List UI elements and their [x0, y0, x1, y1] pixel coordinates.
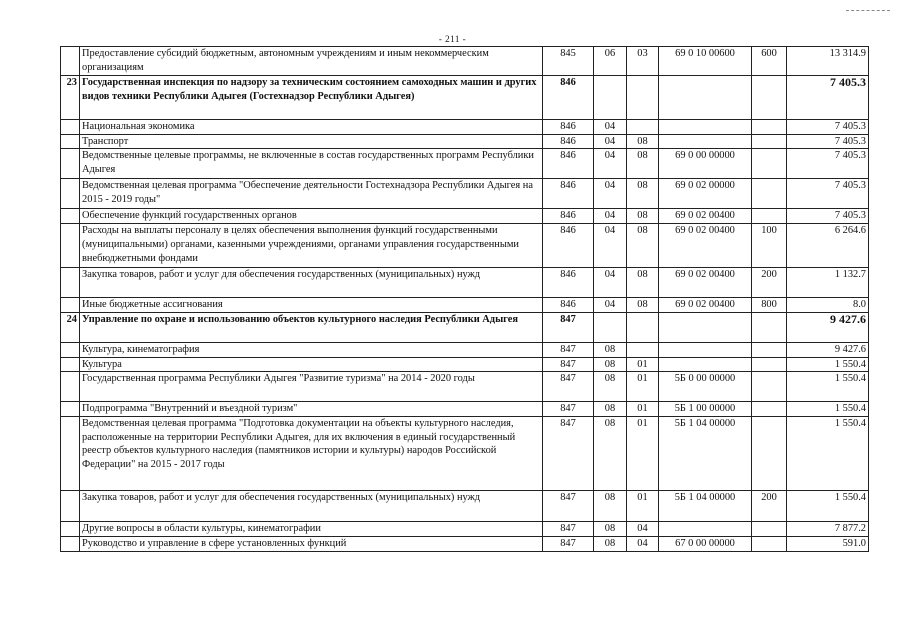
row-number — [61, 342, 80, 357]
table-row — [61, 76, 869, 120]
expense-type-code: 600 — [752, 47, 787, 76]
target-article-code: 69 0 00 00000 — [659, 149, 752, 179]
amount: 9 427.6 — [787, 312, 869, 342]
section-code: 08 — [594, 490, 627, 521]
section-code: 04 — [594, 134, 627, 149]
amount: 7 405.3 — [787, 134, 869, 149]
subsection-code: 08 — [627, 224, 659, 268]
target-article-code: 67 0 00 00000 — [659, 536, 752, 551]
expense-name: Культура, кинематография — [80, 342, 543, 357]
expense-name: Национальная экономика — [80, 120, 543, 135]
row-number — [61, 209, 80, 224]
subsection-code: 01 — [627, 402, 659, 417]
target-article-code: 69 0 02 00000 — [659, 179, 752, 209]
department-code: 847 — [543, 312, 594, 342]
amount: 1 132.7 — [787, 268, 869, 298]
subsection-code: 08 — [627, 149, 659, 179]
amount: 7 405.3 — [787, 76, 869, 120]
amount: 8.0 — [787, 298, 869, 313]
expense-type-code: 100 — [752, 224, 787, 268]
department-code: 846 — [543, 149, 594, 179]
amount: 7 405.3 — [787, 179, 869, 209]
expense-name: Подпрограмма "Внутренний и въездной туризм" — [80, 402, 543, 417]
expense-name: Ведомственная целевая программа "Подготовка документации на объекты культурного наследия, расположенные на территории Республики Адыгея, для их включения в единый государственный реестр объектов культурного наследия (памятников истории и культуры) народов Российской Федерации" на 2015 - 2017 годы — [80, 416, 543, 490]
department-code: 847 — [543, 342, 594, 357]
table-row — [61, 372, 869, 402]
expense-type-code: 800 — [752, 298, 787, 313]
table-row — [61, 209, 869, 224]
expense-type-code — [752, 402, 787, 417]
row-number — [61, 372, 80, 402]
amount: 9 427.6 — [787, 342, 869, 357]
expense-type-code — [752, 521, 787, 536]
row-number — [61, 120, 80, 135]
amount: 591.0 — [787, 536, 869, 551]
subsection-code: 08 — [627, 268, 659, 298]
subsection-code — [627, 312, 659, 342]
amount: 1 550.4 — [787, 416, 869, 490]
section-code: 04 — [594, 268, 627, 298]
expense-name: Обеспечение функций государственных органов — [80, 209, 543, 224]
row-number — [61, 134, 80, 149]
subsection-code — [627, 76, 659, 120]
section-code: 04 — [594, 120, 627, 135]
amount: 7 877.2 — [787, 521, 869, 536]
target-article-code — [659, 120, 752, 135]
section-code: 08 — [594, 402, 627, 417]
subsection-code: 08 — [627, 179, 659, 209]
department-code: 845 — [543, 47, 594, 76]
subsection-code: 01 — [627, 416, 659, 490]
expense-type-code — [752, 416, 787, 490]
department-code: 847 — [543, 536, 594, 551]
expense-name: Ведомственная целевая программа "Обеспечение деятельности Гостехнадзора Республики Адыгея на 2015 - 2019 годы" — [80, 179, 543, 209]
row-number — [61, 179, 80, 209]
expense-type-code — [752, 372, 787, 402]
budget-table — [60, 46, 869, 552]
expense-name: Закупка товаров, работ и услуг для обеспечения государственных (муниципальных) нужд — [80, 268, 543, 298]
table-row — [61, 224, 869, 268]
subsection-code — [627, 120, 659, 135]
target-article-code — [659, 342, 752, 357]
row-number — [61, 490, 80, 521]
expense-type-code — [752, 120, 787, 135]
amount: 7 405.3 — [787, 149, 869, 179]
table-row — [61, 149, 869, 179]
expense-type-code — [752, 357, 787, 372]
expense-type-code: 200 — [752, 490, 787, 521]
row-number: 23 — [61, 76, 80, 120]
department-code: 847 — [543, 402, 594, 417]
target-article-code: 5Б 1 04 00000 — [659, 490, 752, 521]
expense-type-code — [752, 76, 787, 120]
section-code: 04 — [594, 209, 627, 224]
section-code: 08 — [594, 357, 627, 372]
amount: 13 314.9 — [787, 47, 869, 76]
table-row — [61, 268, 869, 298]
row-number: 24 — [61, 312, 80, 342]
row-number — [61, 47, 80, 76]
target-article-code: 5Б 1 00 00000 — [659, 402, 752, 417]
row-number — [61, 416, 80, 490]
department-code: 847 — [543, 416, 594, 490]
expense-name: Государственная программа Республики Адыгея "Развитие туризма" на 2014 - 2020 годы — [80, 372, 543, 402]
department-code: 846 — [543, 179, 594, 209]
subsection-code: 04 — [627, 521, 659, 536]
department-code: 846 — [543, 120, 594, 135]
target-article-code: 69 0 02 00400 — [659, 224, 752, 268]
row-number — [61, 521, 80, 536]
row-number — [61, 536, 80, 551]
table-row — [61, 179, 869, 209]
expense-name: Транспорт — [80, 134, 543, 149]
department-code: 847 — [543, 372, 594, 402]
department-code: 846 — [543, 76, 594, 120]
section-code — [594, 76, 627, 120]
expense-type-code — [752, 134, 787, 149]
row-number — [61, 268, 80, 298]
subsection-code: 01 — [627, 490, 659, 521]
page-number: - 211 - — [438, 34, 467, 44]
department-code: 846 — [543, 268, 594, 298]
section-code — [594, 312, 627, 342]
row-number — [61, 224, 80, 268]
target-article-code: 69 0 02 00400 — [659, 209, 752, 224]
department-code: 847 — [543, 490, 594, 521]
target-article-code — [659, 134, 752, 149]
expense-name: Управление по охране и использованию объектов культурного наследия Республики Адыгея — [80, 312, 543, 342]
table-row — [61, 134, 869, 149]
table-row — [61, 402, 869, 417]
section-code: 04 — [594, 149, 627, 179]
amount: 7 405.3 — [787, 209, 869, 224]
section-code: 04 — [594, 179, 627, 209]
amount: 6 264.6 — [787, 224, 869, 268]
section-code: 08 — [594, 372, 627, 402]
amount: 7 405.3 — [787, 120, 869, 135]
target-article-code: 5Б 1 04 00000 — [659, 416, 752, 490]
expense-name: Культура — [80, 357, 543, 372]
subsection-code: 08 — [627, 134, 659, 149]
target-article-code — [659, 521, 752, 536]
department-code: 847 — [543, 357, 594, 372]
subsection-code: 04 — [627, 536, 659, 551]
table-row — [61, 521, 869, 536]
expense-type-code — [752, 209, 787, 224]
department-code: 847 — [543, 521, 594, 536]
scan-mark — [846, 10, 890, 11]
expense-name: Предоставление субсидий бюджетным, автономным учреждениям и иным некоммерческим организациям — [80, 47, 543, 76]
target-article-code: 5Б 0 00 00000 — [659, 372, 752, 402]
amount: 1 550.4 — [787, 490, 869, 521]
target-article-code — [659, 76, 752, 120]
target-article-code — [659, 357, 752, 372]
row-number — [61, 149, 80, 179]
expense-name: Расходы на выплаты персоналу в целях обеспечения выполнения функций государственными (муниципальными) органами, казенными учреждениями, органами управления государственными внебюджетными фондами — [80, 224, 543, 268]
subsection-code: 01 — [627, 357, 659, 372]
section-code: 04 — [594, 298, 627, 313]
table-row — [61, 490, 869, 521]
expense-name: Закупка товаров, работ и услуг для обеспечения государственных (муниципальных) нужд — [80, 490, 543, 521]
table-row — [61, 298, 869, 313]
table-row — [61, 416, 869, 490]
expense-name: Руководство и управление в сфере установленных функций — [80, 536, 543, 551]
amount: 1 550.4 — [787, 402, 869, 417]
expense-type-code — [752, 536, 787, 551]
subsection-code: 03 — [627, 47, 659, 76]
amount: 1 550.4 — [787, 372, 869, 402]
expense-type-code — [752, 312, 787, 342]
expense-name: Государственная инспекция по надзору за техническим состоянием самоходных машин и других видов техники Республики Адыгея (Гостехнадзор Республики Адыгея) — [80, 76, 543, 120]
department-code: 846 — [543, 298, 594, 313]
table-row — [61, 47, 869, 76]
expense-name: Другие вопросы в области культуры, кинематографии — [80, 521, 543, 536]
target-article-code — [659, 312, 752, 342]
table-row — [61, 120, 869, 135]
expense-type-code — [752, 342, 787, 357]
subsection-code: 01 — [627, 372, 659, 402]
expense-name: Иные бюджетные ассигнования — [80, 298, 543, 313]
section-code: 06 — [594, 47, 627, 76]
target-article-code: 69 0 02 00400 — [659, 298, 752, 313]
section-code: 08 — [594, 536, 627, 551]
expense-type-code — [752, 149, 787, 179]
subsection-code — [627, 342, 659, 357]
amount: 1 550.4 — [787, 357, 869, 372]
row-number — [61, 298, 80, 313]
row-number — [61, 357, 80, 372]
department-code: 846 — [543, 209, 594, 224]
section-code: 08 — [594, 521, 627, 536]
department-code: 846 — [543, 134, 594, 149]
expense-name: Ведомственные целевые программы, не включенные в состав государственных программ Республики Адыгея — [80, 149, 543, 179]
table-row — [61, 312, 869, 342]
target-article-code: 69 0 02 00400 — [659, 268, 752, 298]
row-number — [61, 402, 80, 417]
table-row — [61, 342, 869, 357]
section-code: 04 — [594, 224, 627, 268]
budget-table-body — [61, 47, 869, 552]
expense-type-code — [752, 179, 787, 209]
subsection-code: 08 — [627, 209, 659, 224]
subsection-code: 08 — [627, 298, 659, 313]
expense-type-code: 200 — [752, 268, 787, 298]
table-row — [61, 357, 869, 372]
target-article-code: 69 0 10 00600 — [659, 47, 752, 76]
department-code: 846 — [543, 224, 594, 268]
section-code: 08 — [594, 416, 627, 490]
section-code: 08 — [594, 342, 627, 357]
table-row — [61, 536, 869, 551]
